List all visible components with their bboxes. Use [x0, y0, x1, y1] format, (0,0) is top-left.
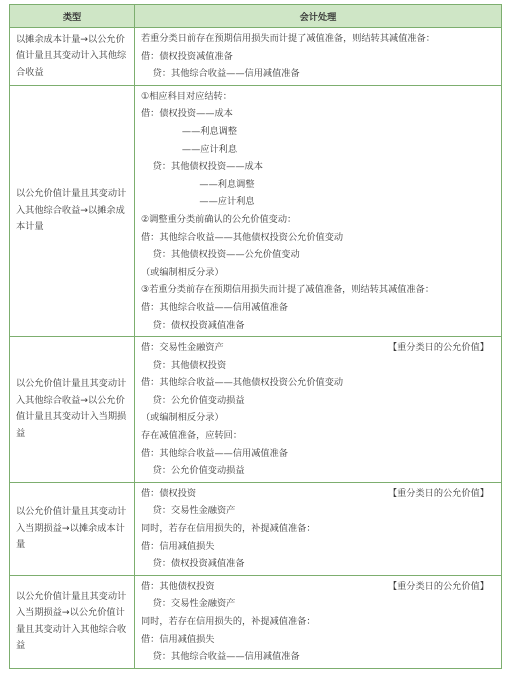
entry-line-text: 贷：其他综合收益——信用减值准备	[141, 651, 300, 663]
entry-line-text: 借：其他债权投资	[141, 580, 215, 592]
entry-line-text: 同时，若存在信用损失的，补提减值准备：	[141, 523, 316, 535]
table-row	[10, 337, 502, 483]
table-row	[10, 482, 502, 575]
entry-line-text: 借：其他综合收益——其他债权投资公允价值变动	[141, 377, 344, 389]
entry-line	[141, 445, 495, 463]
entry-line-text: 借：债权投资——成本	[141, 108, 233, 120]
header-row	[10, 5, 502, 28]
entry-line	[141, 339, 495, 357]
reclassification-type: 以公允价值计量且其变动计入当期损益→以公允价值计量且其变动计入其他综合收益	[10, 575, 135, 668]
reclassification-type: 以公允价值计量且其变动计入当期损益→以摊余成本计量	[10, 482, 135, 575]
entry-line-text: 借：信用减值损失	[141, 540, 215, 552]
entry-line	[141, 123, 495, 141]
entry-line	[141, 299, 495, 317]
accounting-entry-cell	[135, 482, 502, 575]
entry-line-text: 贷：其他债权投资——公允价值变动	[141, 249, 300, 261]
fair-value-note: 【重分类日的公允价值】	[387, 580, 489, 592]
header-accounting-treatment: 会计处理	[135, 5, 502, 28]
entry-line	[141, 502, 495, 520]
entry-line-text: ——应计利息	[141, 196, 255, 208]
entry-line	[141, 485, 495, 503]
entry-line-text: （或编制相反分录）	[141, 266, 224, 278]
entry-line	[141, 520, 495, 538]
entry-line	[141, 613, 495, 631]
reclassification-type: 以公允价值计量且其变动计入其他综合收益→以摊余成本计量	[10, 85, 135, 336]
entry-line	[141, 392, 495, 410]
entry-line	[141, 538, 495, 556]
fair-value-note: 【重分类日的公允价值】	[387, 487, 489, 499]
entry-line	[141, 105, 495, 123]
entry-line	[141, 317, 495, 335]
header-type: 类型	[10, 5, 135, 28]
entry-line	[141, 648, 495, 666]
entry-line	[141, 30, 495, 48]
entry-line-text: 贷：交易性金融资产	[141, 598, 236, 610]
entry-line-text: 贷：债权投资减值准备	[141, 558, 245, 570]
table-row	[10, 575, 502, 668]
entry-line-text: 贷：债权投资减值准备	[141, 319, 245, 331]
entry-line	[141, 462, 495, 480]
entry-line-text: 贷：其他债权投资——成本	[141, 161, 263, 173]
entry-line-text: ——利息调整	[141, 178, 255, 190]
entry-line-text: ——应计利息	[141, 143, 238, 155]
entry-line	[141, 595, 495, 613]
entry-line-text: 同时，若存在信用损失的，补提减值准备：	[141, 616, 316, 627]
accounting-entry-cell	[135, 575, 502, 668]
table-body	[10, 28, 502, 669]
entry-line	[141, 555, 495, 573]
entry-line	[141, 88, 495, 106]
entry-line-text: ——利息调整	[141, 125, 238, 137]
accounting-entry-cell	[135, 337, 502, 483]
entry-line-text: ③若重分类前存在预期信用损失而计提了减值准备，则结转其减值准备：	[141, 284, 435, 296]
entry-line-text: 若重分类日前存在预期信用损失而计提了减值准备，则结转其减值准备：	[141, 33, 435, 44]
entry-line	[141, 211, 495, 229]
accounting-entry-cell	[135, 85, 502, 336]
entry-line-text: 借：其他综合收益——信用减值准备	[141, 447, 288, 459]
reclassification-type: 以摊余成本计量→以公允价值计量且其变动计入其他综合收益	[10, 28, 135, 86]
entry-line-text: ②调整重分类前确认的公允价值变动：	[141, 213, 297, 225]
entry-line-text: 贷：公允价值变动损益	[141, 394, 245, 406]
entry-line	[141, 158, 495, 176]
entry-line-text: 贷：交易性金融资产	[141, 505, 236, 517]
entry-line-text: 借：交易性金融资产	[141, 342, 224, 354]
entry-line	[141, 246, 495, 264]
reclassification-type: 以公允价值计量且其变动计入其他综合收益→以公允价值计量且其变动计入当期损益	[10, 337, 135, 483]
accounting-entry-cell	[135, 28, 502, 86]
entry-line	[141, 578, 495, 596]
entry-line-text: 借：债权投资减值准备	[141, 50, 233, 62]
entry-line-text: 存在减值准备，应转回：	[141, 430, 243, 442]
entry-line	[141, 264, 495, 282]
reclassification-table	[9, 4, 502, 669]
entry-line	[141, 281, 495, 299]
entry-line-text: 借：信用减值损失	[141, 633, 215, 645]
entry-line	[141, 409, 495, 427]
entry-line-text: 借：其他综合收益——其他债权投资公允价值变动	[141, 231, 344, 243]
entry-line	[141, 229, 495, 247]
entry-line	[141, 176, 495, 194]
table-row	[10, 28, 502, 86]
entry-line	[141, 357, 495, 375]
entry-line	[141, 48, 495, 66]
entry-line	[141, 374, 495, 392]
entry-line	[141, 65, 495, 83]
entry-line-text: 贷：其他债权投资	[141, 359, 227, 371]
entry-line	[141, 631, 495, 649]
table-row	[10, 85, 502, 336]
entry-line-text: （或编制相反分录）	[141, 412, 224, 424]
entry-line	[141, 141, 495, 159]
entry-line-text: 借：其他综合收益——信用减值准备	[141, 301, 288, 313]
entry-line	[141, 427, 495, 445]
entry-line-text: 借：债权投资	[141, 487, 197, 499]
entry-line-text: ①相应科目对应结转：	[141, 90, 232, 102]
entry-line	[141, 193, 495, 211]
entry-line-text: 贷：其他综合收益——信用减值准备	[141, 68, 300, 80]
fair-value-note: 【重分类日的公允价值】	[387, 342, 489, 354]
entry-line-text: 贷：公允价值变动损益	[141, 465, 245, 477]
